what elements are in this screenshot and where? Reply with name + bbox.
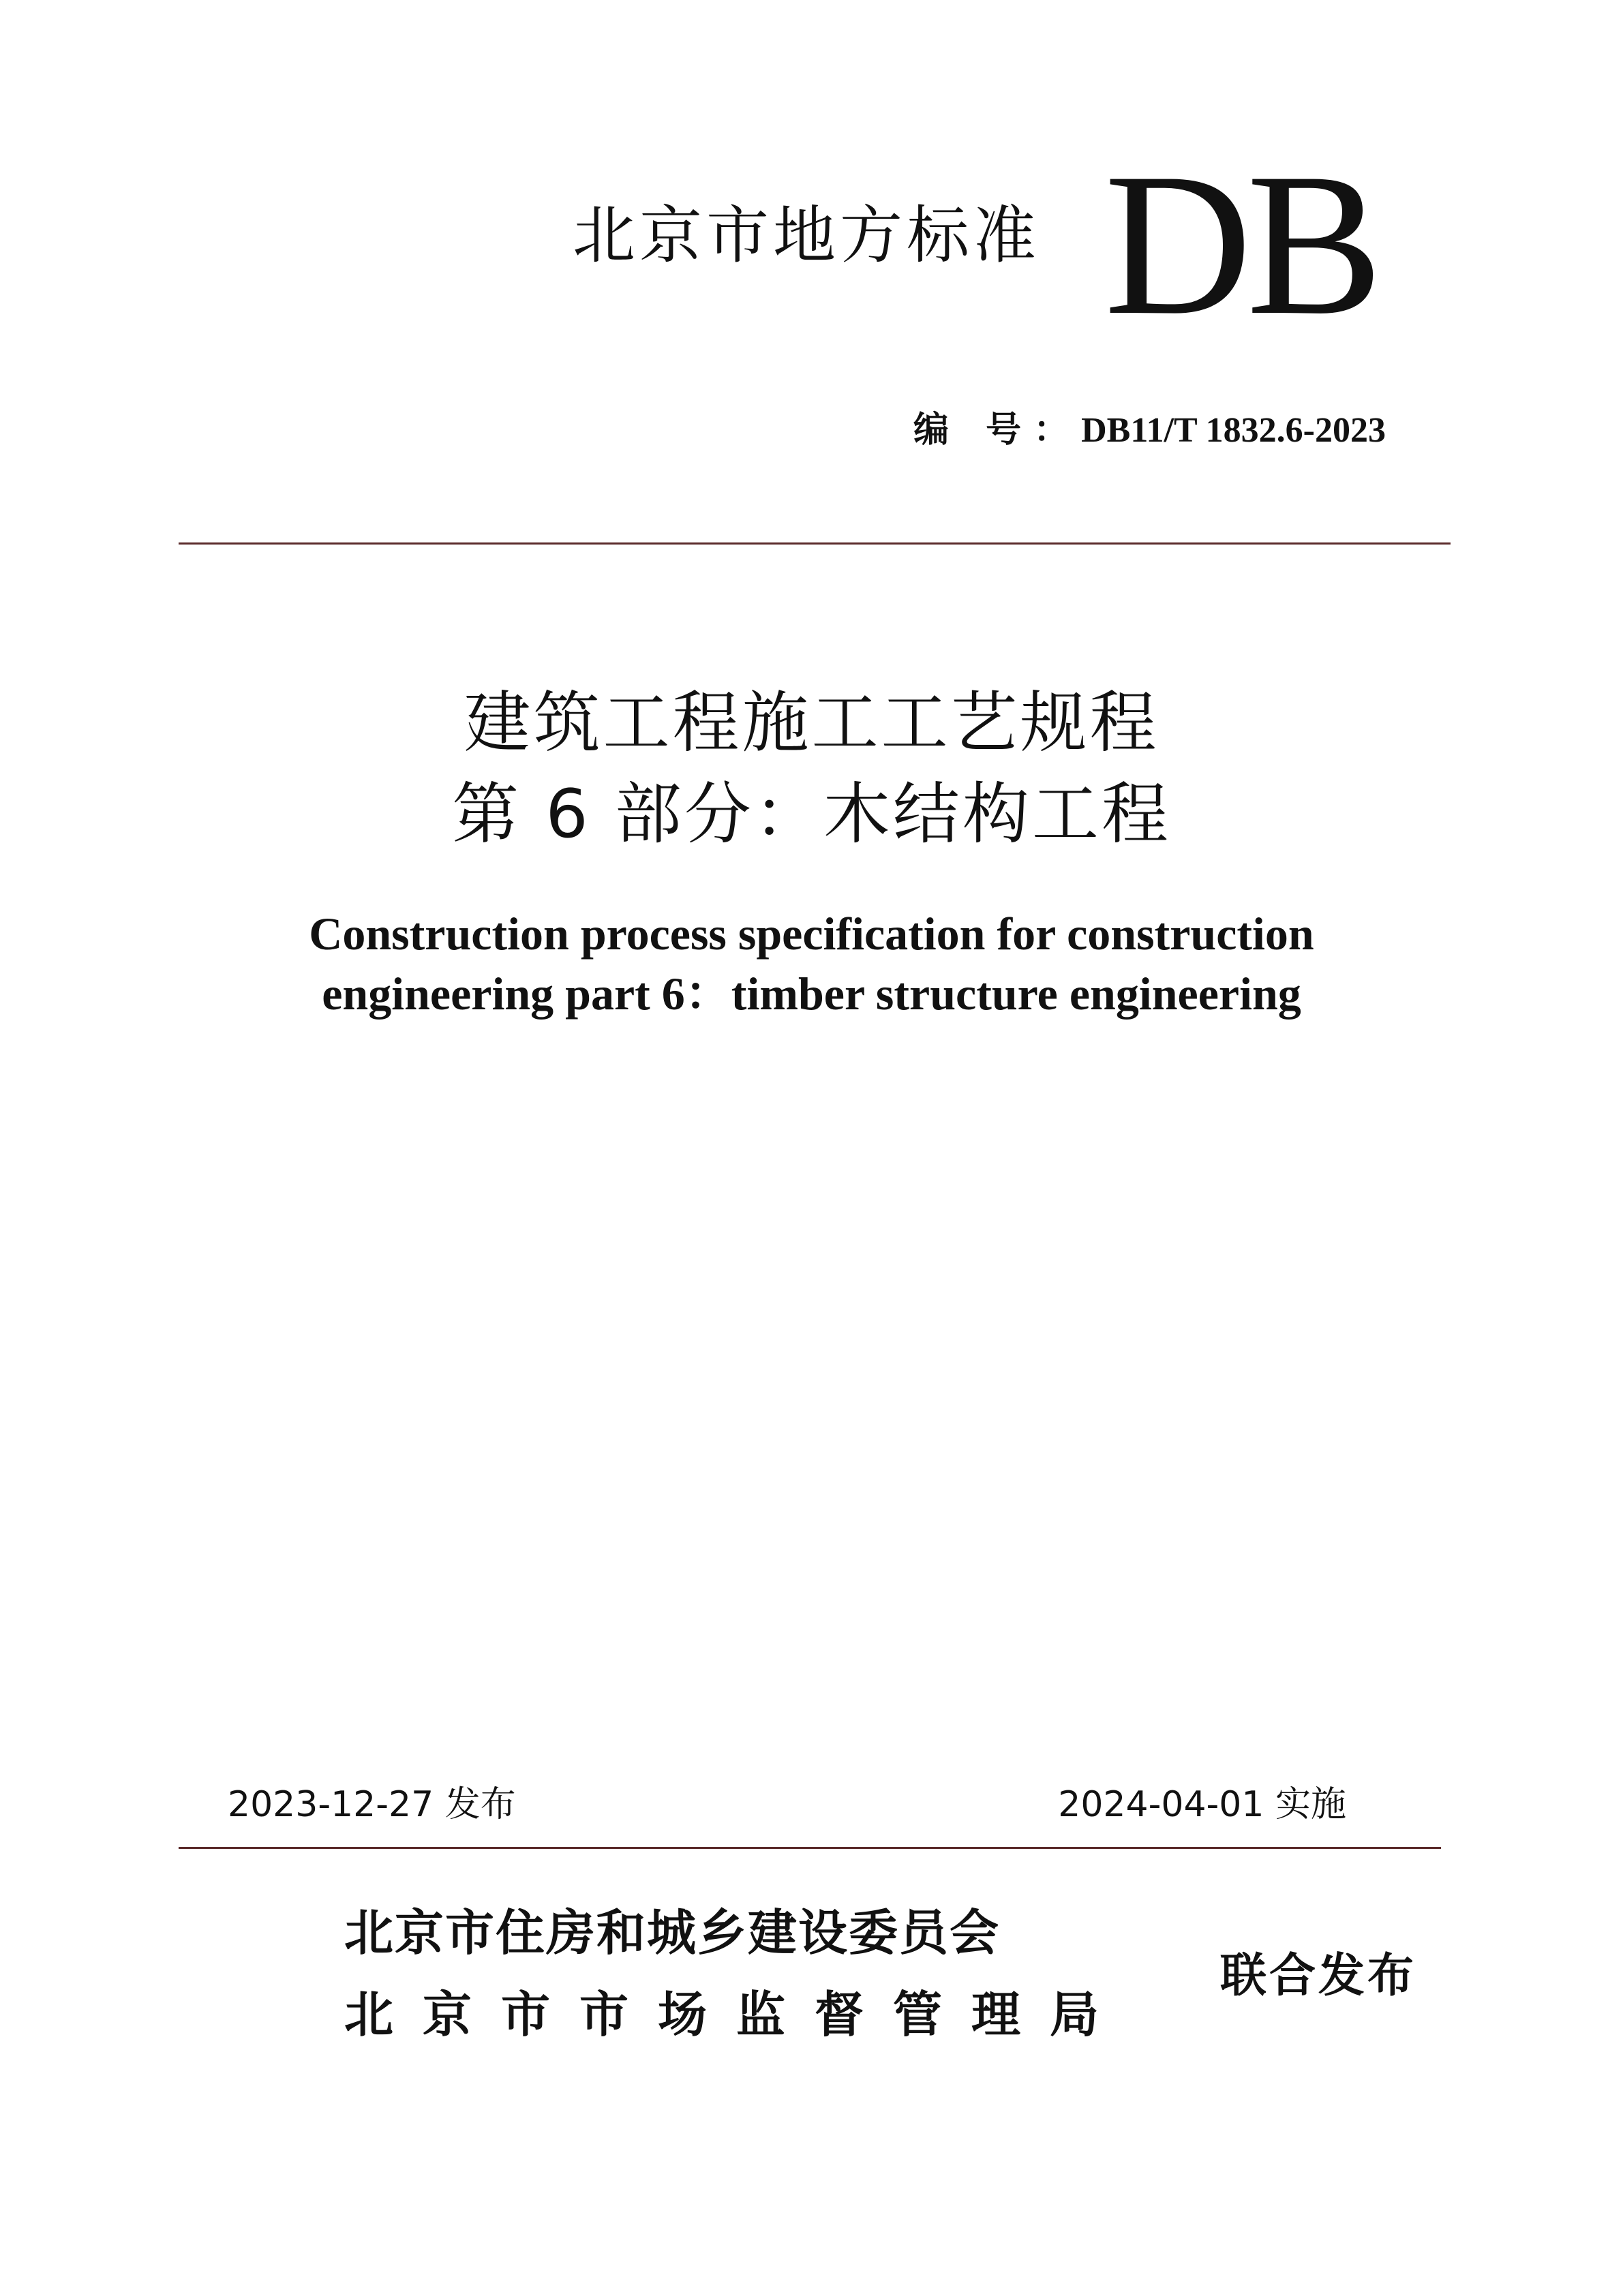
title-zh-line2: 第 6 部分：木结构工程 (452, 776, 1171, 853)
title-en-line1: Construction process specification for construction (309, 908, 1314, 960)
standard-number-value: DB11/T 1832.6-2023 (1081, 411, 1386, 450)
title-zh-line1: 建筑工程施工工艺规程 (464, 684, 1159, 762)
publisher-housing-commission: 北京市住房和城乡建设委员会 (344, 1904, 1001, 1961)
joint-publish-label: 联合发布 (1220, 1949, 1417, 2003)
top-divider (179, 542, 1451, 545)
title-en-line2: engineering part 6：timber structure engineering (322, 968, 1301, 1020)
issue-date: 2023-12-27 发布 (228, 1784, 516, 1825)
db-logo: DB (1104, 131, 1378, 357)
effective-date: 2024-04-01 实施 (1058, 1784, 1346, 1825)
publisher-market-bureau: 北京市市场监督管理局 (344, 1986, 1129, 2043)
standard-number (913, 412, 1386, 448)
bottom-divider (179, 1847, 1441, 1849)
standard-number-label: 编 号： (913, 410, 1082, 450)
standard-type-heading: 北京市地方标准 (573, 199, 1041, 272)
